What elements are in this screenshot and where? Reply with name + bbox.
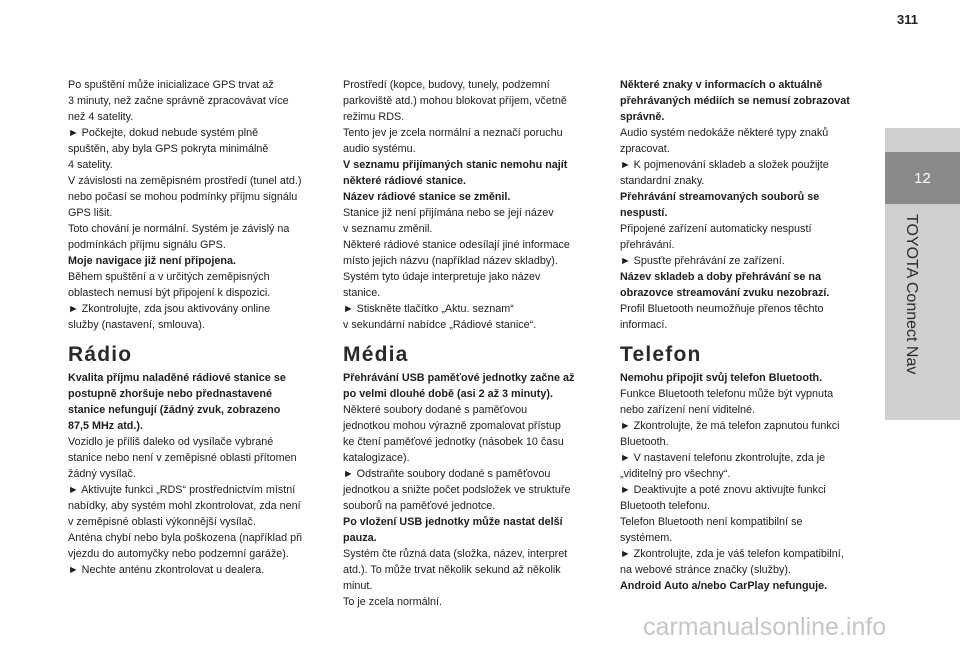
chapter-title: TOYOTA Connect Nav (903, 214, 920, 375)
text-line: ke čtení paměťové jednotky (násobek 10 času (343, 436, 564, 448)
text-line: nebo počasí se mohou podmínky příjmu signálu (68, 191, 298, 203)
text-line: místo jejich názvu (například název skladby). (343, 255, 558, 267)
text-line: minut. (343, 580, 373, 592)
text-line: Systém tyto údaje interpretuje jako název (343, 271, 541, 283)
text-line: Bluetooth telefonu. (620, 500, 711, 512)
section-heading: Telefon (620, 343, 702, 366)
chapter-number-badge (885, 152, 960, 204)
text-line: ► Zkontrolujte, zda jsou aktivovány online (68, 303, 271, 315)
text-line: GPS lišit. (68, 207, 113, 219)
text-line: systémem. (620, 532, 673, 544)
text-line: Telefon Bluetooth není kompatibilní se (620, 516, 803, 528)
text-line: V závislosti na zeměpisném prostředí (tunel atd.) (68, 175, 302, 187)
question-line: některé rádiové stanice. (343, 175, 467, 187)
text-line: ► Deaktivujte a poté znovu aktivujte funkci (620, 484, 826, 496)
question-line: V seznamu přijímaných stanic nemohu najít (343, 159, 568, 171)
text-line: zpracovat. (620, 143, 670, 155)
text-line: souborů na paměťové jednotce. (343, 500, 496, 512)
text-line: Během spuštění a v určitých zeměpisných (68, 271, 270, 283)
text-line: Toto chování je normální. Systém je závislý na (68, 223, 290, 235)
text-line: ► Nechte anténu zkontrolovat u dealera. (68, 564, 265, 576)
text-line: ► Počkejte, dokud nebude systém plně (68, 127, 259, 139)
text-line: Připojené zařízení automaticky nespustí (620, 223, 812, 235)
text-line: v seznamu změnil. (343, 223, 433, 235)
text-line: jednotkou mohou výrazně zpomalovat přístup (343, 420, 561, 432)
question-line: postupně zhoršuje nebo přednastavené (68, 388, 272, 400)
text-line: katalogizace). (343, 452, 410, 464)
question-line: po velmi dlouhé době (asi 2 až 3 minuty). (343, 388, 553, 400)
text-line: stanice nebo není v zeměpisné oblasti přítomen (68, 452, 297, 464)
question-line: pauza. (343, 532, 377, 544)
text-line: ► Zkontrolujte, že má telefon zapnutou funkci (620, 420, 840, 432)
watermark: carmanualsonline.info (643, 613, 887, 641)
question-line: Moje navigace již není připojena. (68, 255, 236, 267)
text-line: stanice. (343, 287, 381, 299)
question-line: Nemohu připojit svůj telefon Bluetooth. (620, 372, 823, 384)
text-line: jednotkou a snižte počet podsložek ve struktuře (343, 484, 571, 496)
text-line: Bluetooth. (620, 436, 669, 448)
text-line: podmínkách příjmu signálu GPS. (68, 239, 226, 251)
text-line: než 4 satelity. (68, 111, 134, 123)
text-line: 4 satelity. (68, 159, 113, 171)
text-line: přehrávání. (620, 239, 675, 251)
question-line: Název skladeb a doby přehrávání se na (620, 271, 822, 283)
text-line: informací. (620, 319, 668, 331)
question-line: stanice nefungují (žádný zvuk, zobrazeno (68, 404, 281, 416)
text-line: Některé soubory dodané s paměťovou (343, 404, 528, 416)
text-line: na webové stránce značky (služby). (620, 564, 792, 576)
question-line: správně. (620, 111, 665, 123)
text-line: ► Odstraňte soubory dodané s paměťovou (343, 468, 551, 480)
text-line: Systém čte různá data (složka, název, interpret (343, 548, 568, 560)
text-line: oblastech nemusí být připojení k dispozici. (68, 287, 271, 299)
text-line: Funkce Bluetooth telefonu může být vypnuta (620, 388, 834, 400)
text-line: ► K pojmenování skladeb a složek použijte (620, 159, 829, 171)
text-line: v zeměpisné oblasti výkonnější vysílač. (68, 516, 256, 528)
text-line: 3 minuty, než začne správně zpracovávat více (68, 95, 289, 107)
text-line: Prostředí (kopce, budovy, tunely, podzemní (343, 79, 550, 91)
question-line: Přehrávání streamovaných souborů se (620, 191, 820, 203)
text-line: audio systému. (343, 143, 416, 155)
question-line: obrazovce streamování zvuku nezobrazí. (620, 287, 830, 299)
text-line: Po spuštění může inicializace GPS trvat až (68, 79, 274, 91)
text-line: ► Zkontrolujte, zda je váš telefon kompatibilní, (620, 548, 844, 560)
question-line: 87,5 MHz atd.). (68, 420, 143, 432)
text-line: služby (nastavení, smlouva). (68, 319, 205, 331)
page-number: 311 (897, 12, 918, 27)
question-line: Android Auto a/nebo CarPlay nefunguje. (620, 580, 828, 592)
text-line: Některé rádiové stanice odesílají jiné informace (343, 239, 570, 251)
text-line: ► Stiskněte tlačítko „Aktu. seznam“ (343, 303, 514, 315)
text-line: atd.). To může trvat několik sekund až několik (343, 564, 561, 576)
text-line: vjezdu do automyčky nebo podzemní garáže). (68, 548, 289, 560)
text-line: Profil Bluetooth neumožňuje přenos těchto (620, 303, 824, 315)
text-line: spuštěn, aby byla GPS pokryta minimálně (68, 143, 269, 155)
question-line: Po vložení USB jednotky může nastat delší (343, 516, 563, 528)
text-line: nebo zařízení není viditelné. (620, 404, 756, 416)
text-line: ► V nastavení telefonu zkontrolujte, zda je (620, 452, 826, 464)
question-line: Název rádiové stanice se změnil. (343, 191, 511, 203)
text-line: režimu RDS. (343, 111, 405, 123)
section-heading: Rádio (68, 343, 133, 366)
text-line: v sekundární nabídce „Rádiové stanice“. (343, 319, 537, 331)
text-line: Vozidlo je příliš daleko od vysílače vybrané (68, 436, 274, 448)
question-line: Přehrávání USB paměťové jednotky začne až (343, 372, 575, 384)
text-line: Anténa chybí nebo byla poškozena (například při (68, 532, 303, 544)
text-line: Audio systém nedokáže některé typy znaků (620, 127, 829, 139)
text-line: ► Aktivujte funkci „RDS“ prostřednictvím místní (68, 484, 296, 496)
text-line: Stanice již není přijímána nebo se její název (343, 207, 554, 219)
text-line: standardní znaky. (620, 175, 705, 187)
text-line: ► Spusťte přehrávání ze zařízení. (620, 255, 785, 267)
question-line: přehrávaných médiích se nemusí zobrazovat (620, 95, 850, 107)
question-line: nespustí. (620, 207, 668, 219)
text-line: „viditelný pro všechny“. (620, 468, 731, 480)
chapter-number: 12 (914, 169, 931, 187)
text-line: žádný vysílač. (68, 468, 136, 480)
section-heading: Média (343, 343, 409, 366)
text-line: To je zcela normální. (343, 596, 443, 608)
question-line: Některé znaky v informacích o aktuálně (620, 79, 823, 91)
text-line: Tento jev je zcela normální a neznačí poruchu (343, 127, 563, 139)
text-line: nabídky, aby systém mohl zkontrolovat, zda není (68, 500, 301, 512)
question-line: Kvalita příjmu naladěné rádiové stanice se (68, 372, 286, 384)
text-line: parkoviště atd.) mohou blokovat příjem, včetně (343, 95, 567, 107)
